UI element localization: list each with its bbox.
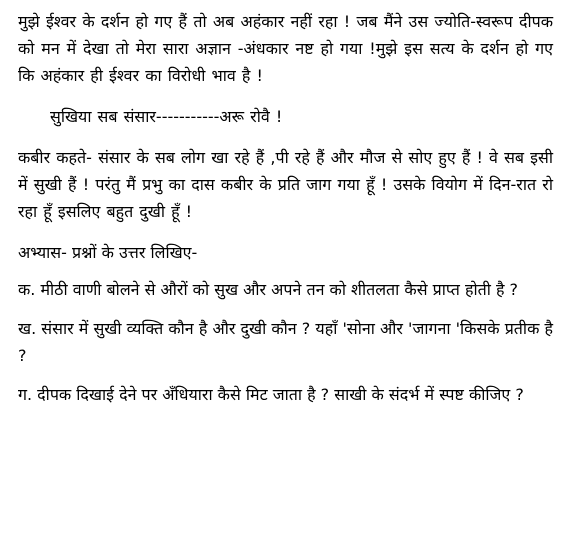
- couplet-line: सुखिया सब संसार-----------अरू रोवै !: [50, 107, 283, 126]
- explanation-paragraph-2: कबीर कहते- संसार के सब लोग खा रहे हैं ,पी रहे हैं और मौज से सोए हुए हैं ! वे सब इसी में सुखी हैं ! परंतु मैं प्रभु का दास कबीर के प्रति जाग गया हूँ ! उसके वियोग में दिन-रात रो रहा हूँ इसलिए बहुत दुखी हूँ !: [18, 148, 553, 221]
- explanation-paragraph-1: मुझे ईश्वर के दर्शन हो गए हैं तो अब अहंकार नहीं रहा ! जब मैंने उस ज्योति-स्वरूप दीपक को मन में देखा तो मेरा सारा अज्ञान -अंधकार नष्ट हो गया !मुझे इस सत्य के दर्शन हो गए कि अहंकार ही ईश्वर का विरोधी भाव है !: [18, 12, 553, 85]
- question-2: ख. संसार में सुखी व्यक्ति कौन है और दुखी कौन ? यहाँ 'सोना और 'जागना 'किसके प्रतीक है ?: [18, 319, 553, 365]
- question-3: ग. दीपक दिखाई देने पर अँधियारा कैसे मिट जाता है ? साखी के संदर्भ में स्पष्ट कीजिए ?: [18, 385, 524, 404]
- exercise-heading: अभ्यास- प्रश्नों के उत्तर लिखिए-: [18, 243, 198, 262]
- question-1: क. मीठी वाणी बोलने से औरों को सुख और अपने तन को शीतलता कैसे प्राप्त होती है ?: [18, 280, 519, 299]
